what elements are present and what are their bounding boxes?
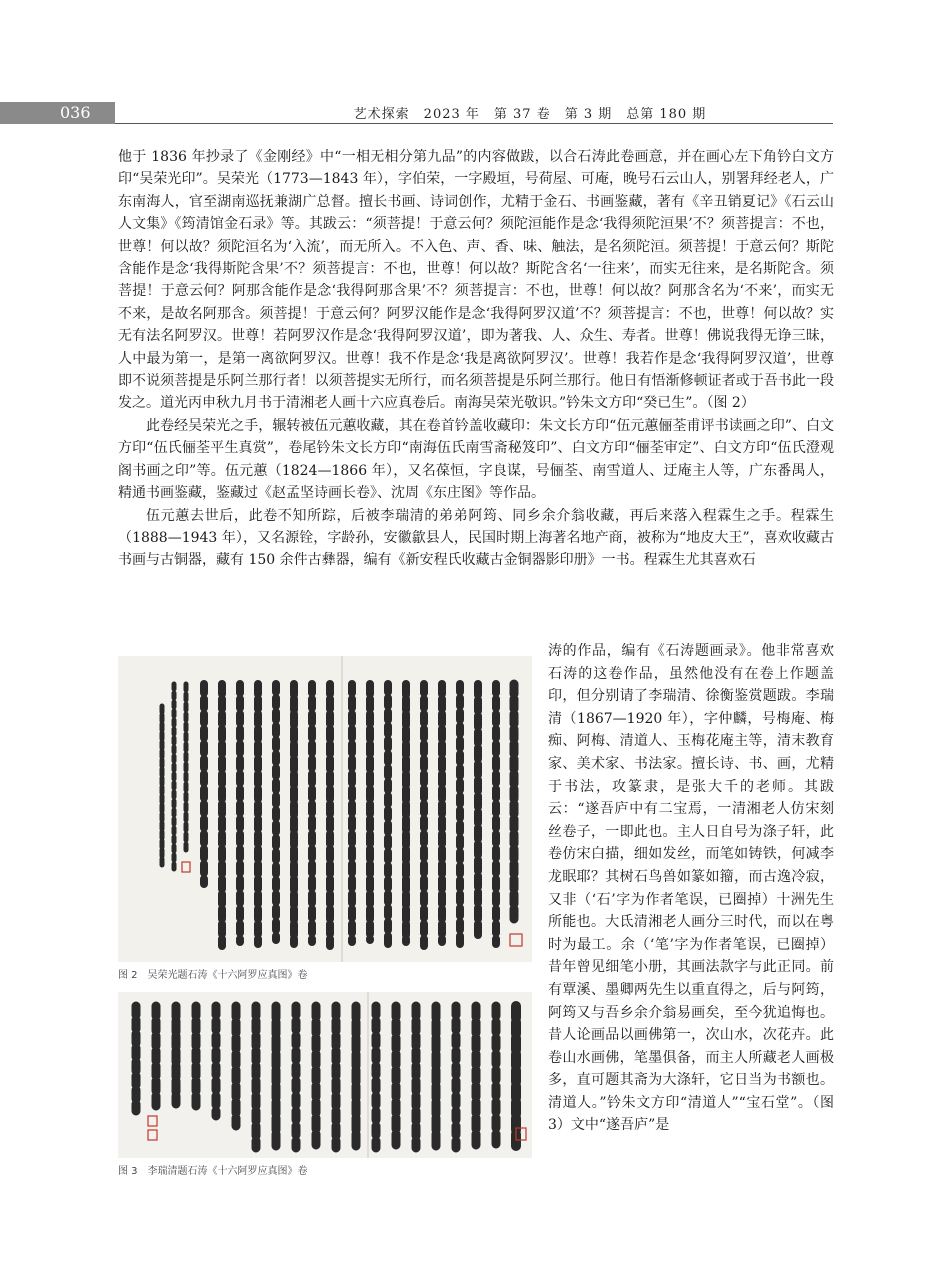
calligraphy-image-3 (118, 992, 532, 1158)
paragraph-1: 他于 1836 年抄录了《金刚经》中“一相无相分第九品”的内容做跋，以合石涛此卷画意，并在画心左下角钤白文方印“吴荣光印”。吴荣光（1773—1843 年），字伯荣，一字殿垣，号荷屋、可庵，晚号石云山人，别署拜经老人，广东南海人，官至湖南巡抚兼湖广总督。擅长书画、诗词创作，尤精于金石、书画鉴藏，著有《辛丑销夏记》《石云山人文集》《筠清馆金石录》等。其跋云：“须菩提！于意云何？须陀洹能作是念‘我得须陀洹果’不？须菩提言：不也，世尊！何以故？须陀洹名为‘入流’，而无所入。不入色、声、香、味、触法，是名须陀洹。须菩提！于意云何？斯陀含能作是念‘我得斯陀含果’不？须菩提言：不也，世尊！何以故？斯陀含名‘一往来’，而实无往来，是名斯陀含。须菩提！于意云何？阿那含能作是念‘我得阿那含果’不？须菩提言：不也，世尊！何以故？阿那含名为‘不来’，而实无不来，是故名阿那含。须菩提！于意云何？阿罗汉能作是念‘我得阿罗汉道’不？须菩提言：不也，世尊！何以故？实无有法名阿罗汉。世尊！若阿罗汉作是念‘我得阿罗汉道’，即为著我、人、众生、寿者。世尊！佛说我得无诤三昧，人中最为第一，是第一离欲阿罗汉。世尊！我不作是念‘我是离欲阿罗汉’。世尊！我若作是念‘我得阿罗汉道’，世尊即不说须菩提是乐阿兰那行者！以须菩提实无所行，而名须菩提是乐阿兰那行。他日有悟渐修顿证者或于吾书此一段发之。道光丙申秋九月书于清湘老人画十六应真卷后。南海吴荣光敬识。”钤朱文方印“癸已生”。（图 2） (118, 149, 834, 412)
figure-2-caption: 图 2 吴荣光题石涛《十六阿罗应真图》卷 (118, 970, 308, 981)
page-number: 036 (60, 103, 91, 122)
running-head: 艺术探索 2023 年 第 37 卷 第 3 期 总第 180 期 (353, 107, 707, 122)
figure-3-calligraphy (118, 992, 532, 1158)
figure-2-calligraphy (118, 656, 532, 962)
paragraph-3-continued: 涛的作品，编有《石涛题画录》。他非常喜欢石涛的这卷作品，虽然他没有在卷上作题盖印，但分别请了李瑞清、徐衡鉴赏题跋。李瑞清（1867—1920 年），字仲麟，号梅庵、梅痴、阿梅、清道人、玉梅花庵主等，清末教育家、美术家、书法家。擅长诗、书、画，尤精于书法，攻篆隶，是张大千的老师。其跋云：“遂吾庐中有二宝焉，一清湘老人仿宋刻丝卷子，一即此也。主人日自号为涤子轩，此卷仿宋白描，细如发丝，而笔如铸铁，何减李龙眠耶？其树石鸟兽如篆如籀，而古逸冷寂，又非（‘石’字为作者笔误，已圈掉）十洲先生所能也。大氐清湘老人画分三时代，而以在粤时为最工。余（‘笔’字为作者笔误，已圈掉）昔年曾见细笔小册，其画法款字与此正同。前有覃溪、墨卿两先生以重直得之，后与阿筠，阿筠又与吾乡余介翁易画矣，至今犹追悔也。昔人论画品以画佛第一，次山水，次花卉。此卷山水画佛，笔墨俱备，而主人所藏老人画极多，直可题其斋为大涤轩，它日当为书额也。清道人。”钤朱文方印“清道人”“宝石堂”。（图 3）文中“遂吾庐”是 (548, 643, 834, 1134)
paragraph-2: 此卷经吴荣光之手，辗转被伍元蕙收藏，其在卷首钤盖收藏印：朱文长方印“伍元蕙俪荃甫评书读画之印”、白文方印“伍氏俪荃平生真赏”，卷尾钤朱文长方印“南海伍氏南雪斋秘笈印”、白文方印“俪荃审定”、白文方印“伍氏澄观阁书画之印”等。伍元蕙（1824—1866 年），又名葆恒，字良谋，号俪荃、南雪道人、迂庵主人等，广东番禺人，精通书画鉴藏，鉴藏过《赵孟坚诗画长卷》、沈周《东庄图》等作品。 (118, 417, 834, 502)
body-text (118, 146, 834, 572)
side-column-text (548, 640, 834, 1137)
header-rule (115, 123, 833, 124)
paragraph-3: 伍元蕙去世后，此卷不知所踪，后被李瑞清的弟弟阿筠、同乡余介翁收藏，再后来落入程霖生之手。程霖生（1888—1943 年），又名源铨，字龄孙，安徽歙县人，民国时期上海著名地产商，被称为“地皮大王”，喜欢收藏古书画与古铜器，藏有 150 余件古彝器，编有《新安程氏收藏古金铜器影印册》一书。程霖生尤其喜欢石 (118, 507, 834, 569)
figure-3-caption: 图 3 李瑞清题石涛《十六阿罗应真图》卷 (118, 1166, 308, 1177)
calligraphy-image-2 (118, 656, 532, 962)
